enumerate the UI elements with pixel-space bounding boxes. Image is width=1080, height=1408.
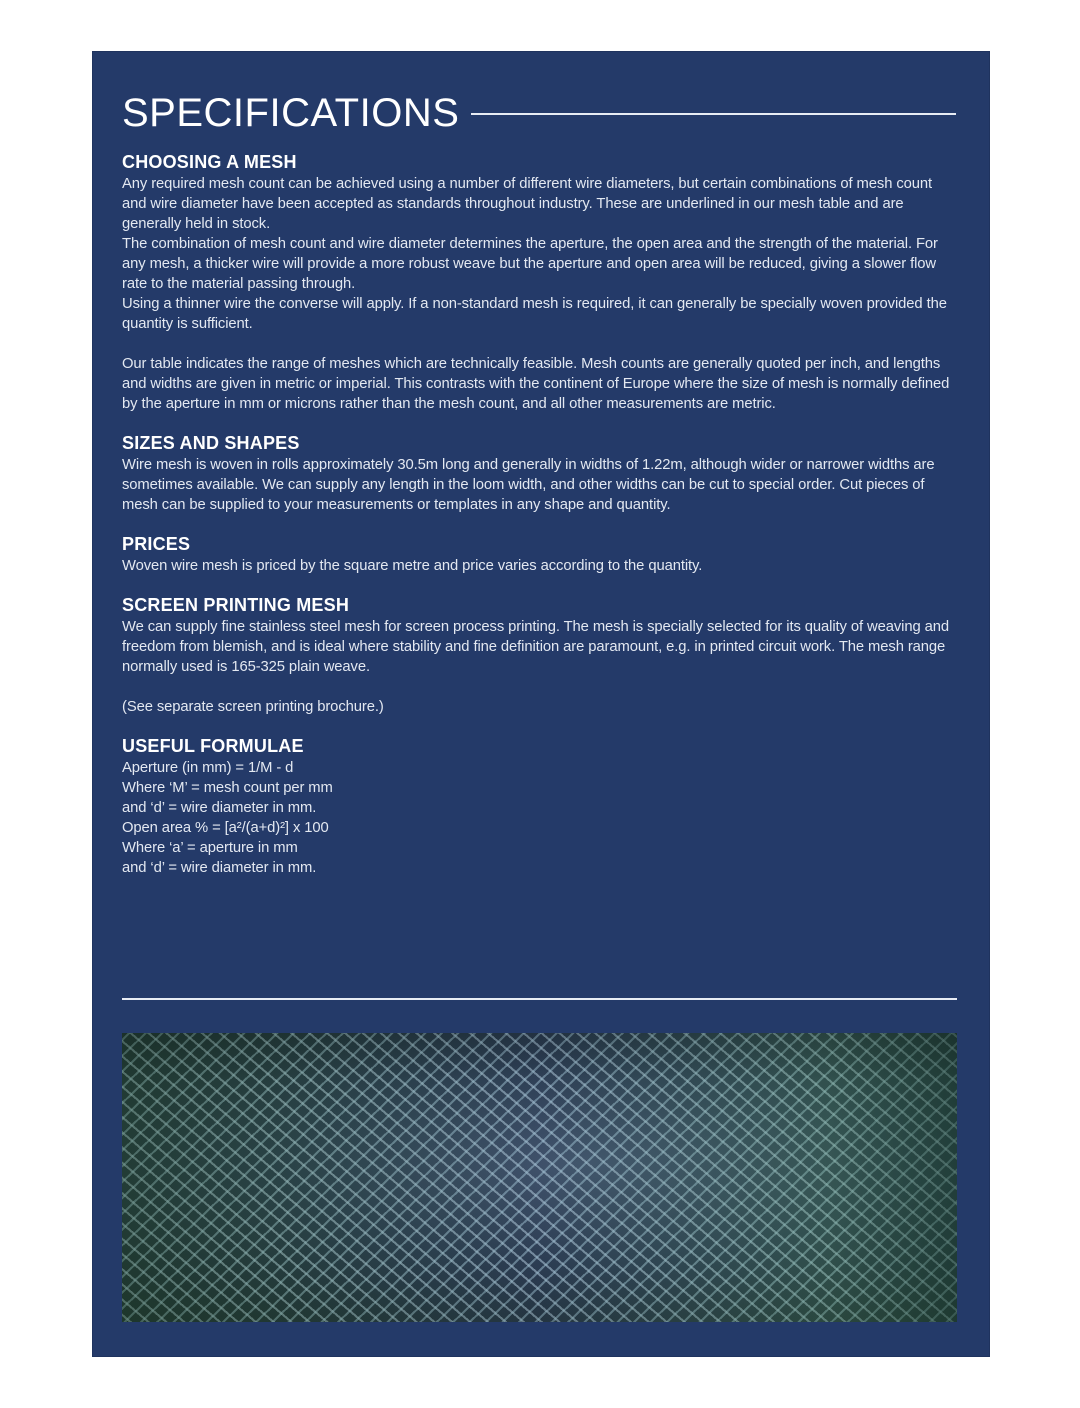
section-heading: SIZES AND SHAPES [122, 433, 300, 453]
section-paragraph: Using a thinner wire the converse will apply. If a non-standard mesh is required, it can generally be specially woven provided the quantity is sufficient. [122, 296, 947, 332]
section-paragraph: Our table indicates the range of meshes which are technically feasible. Mesh counts are generally quoted per inch, and lengths and widths are given in metric or imperial. This contrasts with the continent of Europe where the size of mesh is normally defined by the aperture in mm or microns rather than the mesh count, and all other measurements are metric. [122, 356, 950, 412]
title-row [122, 88, 956, 138]
section-useful-formulae [122, 734, 960, 878]
section-paragraph: Any required mesh count can be achieved using a number of different wire diameters, but certain combinations of mesh count and wire diameter have been accepted as standards throughout industry. These are underlined in our mesh table and are generally held in stock. [122, 176, 933, 232]
section-prices [122, 532, 960, 576]
specifications-panel [93, 52, 989, 1356]
section-paragraph: (See separate screen printing brochure.) [122, 699, 384, 715]
formula-line: and ‘d’ = wire diameter in mm. [122, 860, 317, 876]
section-paragraph: We can supply fine stainless steel mesh for screen process printing. The mesh is specially selected for its quality of weaving and freedom from blemish, and is ideal where stability and fine definition are paramount, e.g. in printed circuit work. The mesh range normally used is 165-325 plain weave. [122, 619, 949, 675]
bottom-divider [122, 998, 957, 1000]
section-choosing-a-mesh [122, 150, 960, 414]
formula-line: Aperture (in mm) = 1/M - d [122, 760, 294, 776]
section-heading: PRICES [122, 534, 191, 554]
title-divider [471, 113, 956, 115]
formula-line: and ‘d’ = wire diameter in mm. [122, 800, 317, 816]
section-heading: USEFUL FORMULAE [122, 736, 304, 756]
section-paragraph: The combination of mesh count and wire diameter determines the aperture, the open area and the strength of the material. For any mesh, a thicker wire will provide a more robust weave but the aperture and open area will be reduced, giving a slower flow rate to the material passing through. [122, 236, 938, 292]
section-paragraph: Woven wire mesh is priced by the square metre and price varies according to the quantity. [122, 558, 703, 574]
section-heading: SCREEN PRINTING MESH [122, 595, 350, 615]
formula-line: Open area % = [a²/(a+d)²] x 100 [122, 820, 329, 836]
formula-line: Where ‘a’ = aperture in mm [122, 840, 298, 856]
section-paragraph: Wire mesh is woven in rolls approximately 30.5m long and generally in widths of 1.22m, although wider or narrower widths are sometimes available. We can supply any length in the loom width, and other widths can be cut to special order. Cut pieces of mesh can be supplied to your measurements or templates in any shape and quantity. [122, 457, 935, 513]
content-column [122, 150, 960, 895]
formula-line: Where ‘M’ = mesh count per mm [122, 780, 333, 796]
section-heading: CHOOSING A MESH [122, 152, 297, 172]
wire-mesh-photo [122, 1033, 957, 1322]
section-screen-printing-mesh [122, 593, 960, 717]
page-title: SPECIFICATIONS [122, 90, 460, 135]
section-sizes-and-shapes [122, 431, 960, 515]
